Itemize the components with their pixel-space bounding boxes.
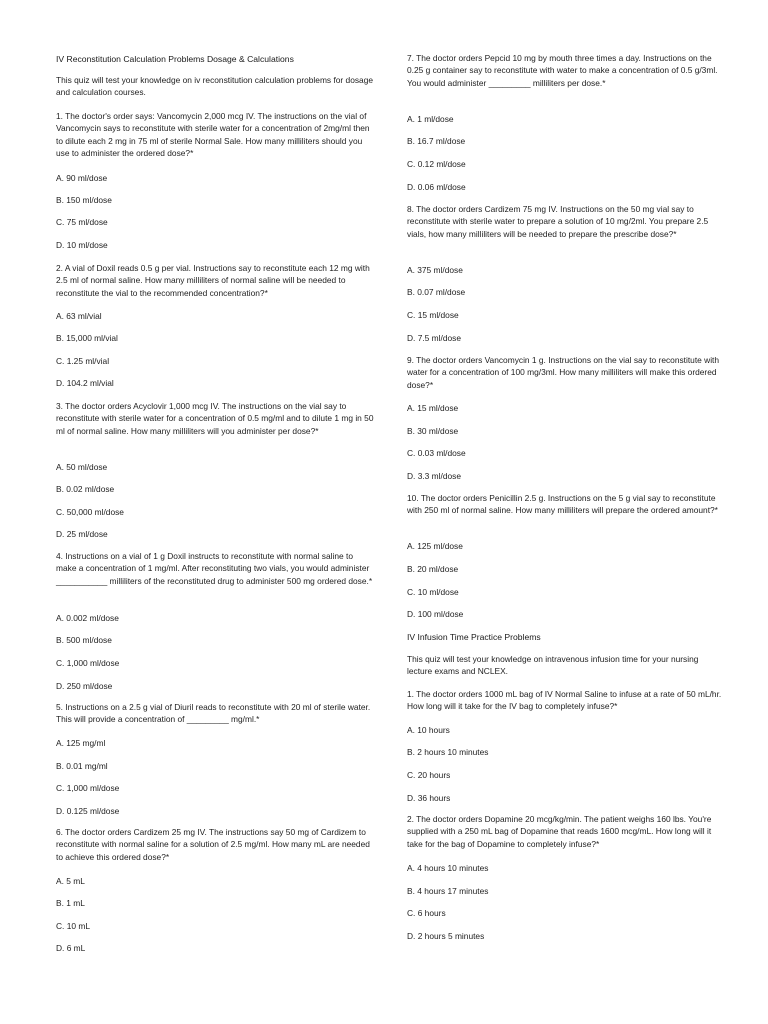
question-8: 8. The doctor orders Cardizem 75 mg IV. Instructions on the 50 mg vial say to reconstitute with sterile water to prepare a solution of 10 mg/2ml. You prepare 2.5 vials, how many milliliters will be needed to prepare the prescribe dose?* xyxy=(407,204,709,239)
infusion-question-1-option-a: A. 10 hours xyxy=(407,725,450,735)
question-2-option-b: B. 15,000 ml/vial xyxy=(56,333,118,343)
infusion-question-1: 1. The doctor orders 1000 mL bag of IV Normal Saline to infuse at a rate of 50 mL/hr. How long will it take for the IV bag to completely infuse?* xyxy=(407,689,722,712)
question-8-option-c: C. 15 ml/dose xyxy=(407,310,459,320)
question-7: 7. The doctor orders Pepcid 10 mg by mouth three times a day. Instructions on the 0.25 g container say to reconstitute with water to make a concentration of 0.5 g/3ml. You would administer _________ milliliters per dose.* xyxy=(407,53,718,88)
question-4-option-c: C. 1,000 ml/dose xyxy=(56,658,120,668)
question-10-option-b: B. 20 ml/dose xyxy=(407,564,459,574)
question-6-option-a: A. 5 mL xyxy=(56,876,85,886)
question-10-option-a: A. 125 ml/dose xyxy=(407,541,463,551)
document-title: IV Reconstitution Calculation Problems Dosage & Calculations xyxy=(56,54,294,64)
infusion-question-2-option-a: A. 4 hours 10 minutes xyxy=(407,863,489,873)
infusion-question-1-option-c: C. 20 hours xyxy=(407,770,451,780)
question-8-option-d: D. 7.5 ml/dose xyxy=(407,333,461,343)
infusion-question-2-option-b: B. 4 hours 17 minutes xyxy=(407,886,489,896)
question-3-option-b: B. 0.02 ml/dose xyxy=(56,484,115,494)
infusion-question-2-option-c: C. 6 hours xyxy=(407,908,446,918)
question-10: 10. The doctor orders Penicillin 2.5 g. Instructions on the 5 g vial say to reconstitute with 250 ml of normal saline. How many milliliters will prepare the ordered amount?* xyxy=(407,493,718,516)
question-2-option-d: D. 104.2 ml/vial xyxy=(56,378,114,388)
question-4-option-d: D. 250 ml/dose xyxy=(56,681,113,691)
question-6-option-c: C. 10 mL xyxy=(56,921,90,931)
question-7-option-c: C. 0.12 ml/dose xyxy=(407,159,466,169)
question-1-option-c: C. 75 ml/dose xyxy=(56,217,108,227)
question-2-option-a: A. 63 ml/vial xyxy=(56,311,102,321)
section-2-intro: This quiz will test your knowledge on intravenous infusion time for your nursing lecture exams and NCLEX. xyxy=(407,654,699,677)
question-9: 9. The doctor orders Vancomycin 1 g. Instructions on the vial say to reconstitute with water for a concentration of 100 mg/3ml. How many milliliters will make this ordered dose?* xyxy=(407,355,720,390)
question-7-option-a: A. 1 ml/dose xyxy=(407,114,454,124)
question-2: 2. A vial of Doxil reads 0.5 g per vial. Instructions say to reconstitute each 12 mg with 2.5 ml of normal saline. How many milliliters of normal saline will be needed to reconstitute the vial to the recommended concentration?* xyxy=(56,263,370,298)
question-3-option-c: C. 50,000 ml/dose xyxy=(56,507,124,517)
question-1-option-a: A. 90 ml/dose xyxy=(56,173,108,183)
question-5-option-d: D. 0.125 ml/dose xyxy=(56,806,120,816)
question-6-option-b: B. 1 mL xyxy=(56,898,85,908)
question-5-option-c: C. 1,000 ml/dose xyxy=(56,783,120,793)
question-4-option-a: A. 0.002 ml/dose xyxy=(56,613,119,623)
question-7-option-d: D. 0.06 ml/dose xyxy=(407,182,466,192)
question-9-option-b: B. 30 ml/dose xyxy=(407,426,459,436)
question-8-option-a: A. 375 ml/dose xyxy=(407,265,463,275)
section-2-title: IV Infusion Time Practice Problems xyxy=(407,632,541,642)
question-9-option-d: D. 3.3 ml/dose xyxy=(407,471,461,481)
question-2-option-c: C. 1.25 ml/vial xyxy=(56,356,110,366)
question-3-option-d: D. 25 ml/dose xyxy=(56,529,108,539)
infusion-question-2: 2. The doctor orders Dopamine 20 mcg/kg/min. The patient weighs 160 lbs. You're supplied with a 250 mL bag of Dopamine that reads 1600 mcg/mL. How long will it take for the bag of Dopamine to completely infuse?* xyxy=(407,814,712,849)
infusion-question-1-option-b: B. 2 hours 10 minutes xyxy=(407,747,489,757)
infusion-question-1-option-d: D. 36 hours xyxy=(407,793,451,803)
question-7-option-b: B. 16.7 ml/dose xyxy=(407,136,466,146)
question-6: 6. The doctor orders Cardizem 25 mg IV. The instructions say 50 mg of Cardizem to reconstitute with normal saline for a solution of 2.5 mg/ml. How many mL are needed to achieve this ordered dose?* xyxy=(56,827,370,862)
question-6-option-d: D. 6 mL xyxy=(56,943,86,953)
question-10-option-d: D. 100 ml/dose xyxy=(407,609,464,619)
infusion-question-2-option-d: D. 2 hours 5 minutes xyxy=(407,931,485,941)
question-9-option-c: C. 0.03 ml/dose xyxy=(407,448,466,458)
question-8-option-b: B. 0.07 ml/dose xyxy=(407,287,466,297)
question-3: 3. The doctor orders Acyclovir 1,000 mcg IV. The instructions on the vial say to reconstitute with sterile water for a concentration of 0.5 mg/ml and to dilute 1 mg in 50 ml of normal saline. How many milliliters will you administer per dose?* xyxy=(56,401,374,436)
question-1: 1. The doctor's order says: Vancomycin 2,000 mcg IV. The instructions on the vial of Vancomycin says to reconstitute with sterile water for a concentration of 2mg/ml then to dilute each 2 mg in 75 ml of sterile Normal Sale. How many milliliters should you use to administer the ordered dose?* xyxy=(56,111,370,158)
question-1-option-d: D. 10 ml/dose xyxy=(56,240,108,250)
question-1-option-b: B. 150 ml/dose xyxy=(56,195,112,205)
question-5: 5. Instructions on a 2.5 g vial of Diuril reads to reconstitute with 20 ml of sterile water. This will provide a concentration of _________ mg/ml.* xyxy=(56,702,371,725)
question-3-option-a: A. 50 ml/dose xyxy=(56,462,108,472)
section-intro: This quiz will test your knowledge on iv reconstitution calculation problems for dosage and calculation courses. xyxy=(56,75,374,98)
question-9-option-a: A. 15 ml/dose xyxy=(407,403,459,413)
question-5-option-a: A. 125 mg/ml xyxy=(56,738,106,748)
question-5-option-b: B. 0.01 mg/ml xyxy=(56,761,108,771)
question-10-option-c: C. 10 ml/dose xyxy=(407,587,459,597)
question-4: 4. Instructions on a vial of 1 g Doxil instructs to reconstitute with normal saline to make a concentration of 1 mg/ml. After reconstituting two vials, you would administer ___________ milliliters of the reconstituted drug to administer 500 mg ordered dose.* xyxy=(56,551,373,586)
question-4-option-b: B. 500 ml/dose xyxy=(56,635,112,645)
